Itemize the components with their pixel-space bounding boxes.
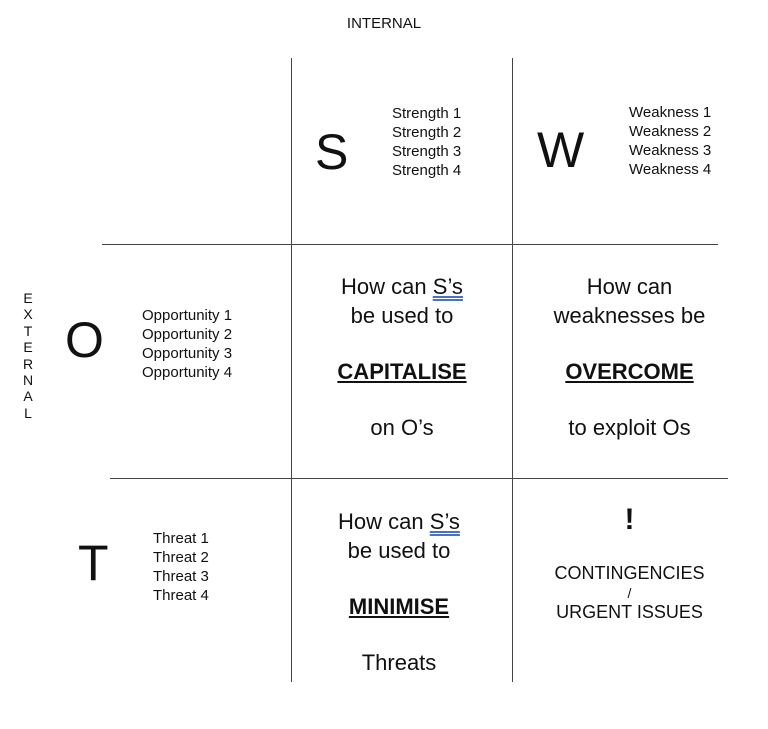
threat-item: Threat 3 xyxy=(153,568,209,585)
threat-item: Threat 2 xyxy=(153,549,209,566)
external-letter: X xyxy=(23,306,33,323)
st-question-line xyxy=(288,507,510,536)
external-letter: E xyxy=(23,339,33,356)
strengths-letter: S xyxy=(315,124,349,180)
exclamation-icon: ! xyxy=(624,503,635,536)
st-target: Threats xyxy=(361,650,437,675)
wt-contingencies-cell xyxy=(513,503,746,624)
internal-axis-label: INTERNAL xyxy=(346,15,422,32)
strength-item: Strength 1 xyxy=(392,105,462,122)
weaknesses-list xyxy=(629,103,711,179)
weakness-item: Weakness 1 xyxy=(629,104,712,121)
weakness-item: Weakness 4 xyxy=(629,161,712,178)
weaknesses-letter: W xyxy=(537,122,585,178)
threats-letter: T xyxy=(78,535,109,591)
strength-item: Strength 4 xyxy=(392,162,462,179)
external-letter: R xyxy=(22,355,34,372)
opportunity-item: Opportunity 2 xyxy=(142,326,233,343)
so-target: on O’s xyxy=(370,415,434,440)
external-letter: T xyxy=(23,322,33,339)
so-keyword: CAPITALISE xyxy=(337,359,467,384)
weakness-item: Weakness 3 xyxy=(629,142,712,159)
opportunity-item: Opportunity 1 xyxy=(142,307,233,324)
st-strategy-cell xyxy=(288,507,510,677)
st-question-term: S’s xyxy=(429,509,460,534)
external-letter: N xyxy=(22,372,34,389)
wo-question-line-2: weaknesses be xyxy=(553,303,706,328)
contingencies-label: CONTINGENCIES xyxy=(554,563,705,583)
external-letter: A xyxy=(23,388,33,405)
so-question-line-2: be used to xyxy=(350,303,454,328)
external-letter: L xyxy=(24,404,32,421)
strengths-list xyxy=(392,104,461,180)
wo-strategy-cell xyxy=(513,272,746,442)
opportunities-list xyxy=(142,306,232,382)
so-question-prefix: How can xyxy=(341,274,433,299)
st-question-line-2: be used to xyxy=(347,538,451,563)
contingencies-separator: / xyxy=(627,585,632,601)
grid-line-horizontal-top xyxy=(102,244,718,245)
so-strategy-cell xyxy=(292,272,512,442)
opportunity-item: Opportunity 4 xyxy=(142,364,233,381)
strength-item: Strength 3 xyxy=(392,143,462,160)
external-letter: E xyxy=(23,290,33,306)
urgent-issues-label: URGENT ISSUES xyxy=(556,602,703,622)
strength-item: Strength 2 xyxy=(392,124,462,141)
st-keyword: MINIMISE xyxy=(348,594,450,619)
wo-question-line: How can xyxy=(586,274,673,299)
opportunities-letter: O xyxy=(65,312,104,368)
so-question-term: S’s xyxy=(432,274,463,299)
threat-item: Threat 1 xyxy=(153,530,209,547)
wo-target: to exploit Os xyxy=(568,415,691,440)
threats-list xyxy=(153,529,209,605)
threat-item: Threat 4 xyxy=(153,587,209,604)
external-axis-label xyxy=(18,290,38,421)
wo-keyword: OVERCOME xyxy=(565,359,694,384)
grid-line-horizontal-bottom xyxy=(110,478,728,479)
weakness-item: Weakness 2 xyxy=(629,123,712,140)
so-question-line xyxy=(292,272,512,301)
st-question-prefix: How can xyxy=(338,509,430,534)
opportunity-item: Opportunity 3 xyxy=(142,345,233,362)
